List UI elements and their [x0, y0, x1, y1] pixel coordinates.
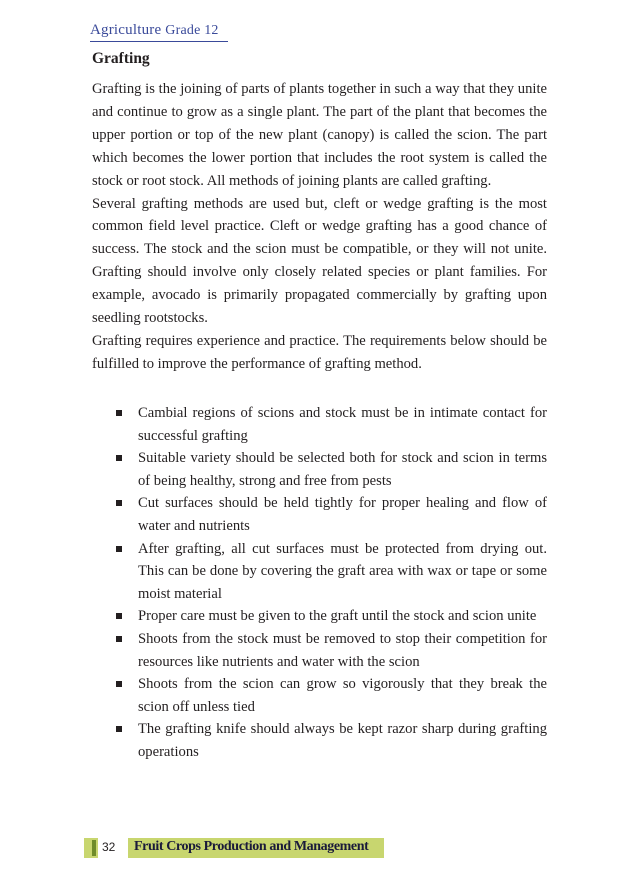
list-item-text: Proper care must be given to the graft until the stock and scion unite [138, 608, 537, 625]
paragraph: Several grafting methods are used but, cleft or wedge grafting is the most common field level practice. Cleft or wedge grafting has a good chance of success. The stock and the scion must be compatible, or they will not unite. Grafting should involve only closely related species or plant families. For example, avocado is primarily propagated commercially by grafting upon seedling rootstocks. [92, 195, 547, 327]
bullet-square-icon [116, 410, 122, 416]
list-item [116, 447, 547, 492]
list-item-text: Shoots from the scion can grow so vigorously that they break the scion off unless tied [138, 676, 547, 715]
section-title: Grafting [92, 50, 150, 67]
bullet-square-icon [116, 681, 122, 687]
list-item-text: Suitable variety should be selected both for stock and scion in terms of being healthy, strong and free from pests [138, 450, 547, 489]
list-item [116, 718, 547, 763]
header-underline [90, 41, 228, 42]
list-item-text: Cut surfaces should be held tightly for proper healing and flow of water and nutrients [138, 495, 547, 534]
list-item [116, 492, 547, 537]
list-item [116, 402, 547, 447]
page-number: 32 [102, 840, 116, 854]
list-item-text: The grafting knife should always be kept razor sharp during grafting operations [138, 721, 547, 760]
bullet-square-icon [116, 726, 122, 732]
footer-accent-bar [92, 840, 96, 856]
list-item-text: Cambial regions of scions and stock must be in intimate contact for successful grafting [138, 405, 547, 444]
header-grade: Grade 12 [165, 23, 219, 38]
header-subject: Agriculture [90, 22, 162, 38]
list-item [116, 605, 547, 628]
footer-book-title: Fruit Crops Production and Management [134, 839, 369, 854]
bullet-square-icon [116, 455, 122, 461]
list-item-text: After grafting, all cut surfaces must be protected from drying out. This can be done by covering the graft area with wax or tape or some moist material [138, 540, 547, 602]
bullet-square-icon [116, 500, 122, 506]
bullet-square-icon [116, 636, 122, 642]
list-item [116, 628, 547, 673]
bullet-square-icon [116, 546, 122, 552]
body-text [92, 78, 547, 376]
running-header [90, 22, 219, 39]
paragraph: Grafting requires experience and practice. The requirements below should be fulfilled to improve the performance of grafting method. [92, 332, 547, 372]
list-item [116, 673, 547, 718]
list-item [116, 538, 547, 606]
bullet-square-icon [116, 613, 122, 619]
requirements-list [116, 402, 547, 764]
paragraph: Grafting is the joining of parts of plants together in such a way that they unite and continue to grow as a single plant. The part of the plant that becomes the upper portion or top of the new plant (canopy) is called the scion. The part which becomes the lower portion that includes the root system is called the stock or root stock. All methods of joining plants are called grafting. [92, 81, 547, 189]
list-item-text: Shoots from the stock must be removed to stop their competition for resources like nutrients and water with the scion [138, 630, 547, 670]
